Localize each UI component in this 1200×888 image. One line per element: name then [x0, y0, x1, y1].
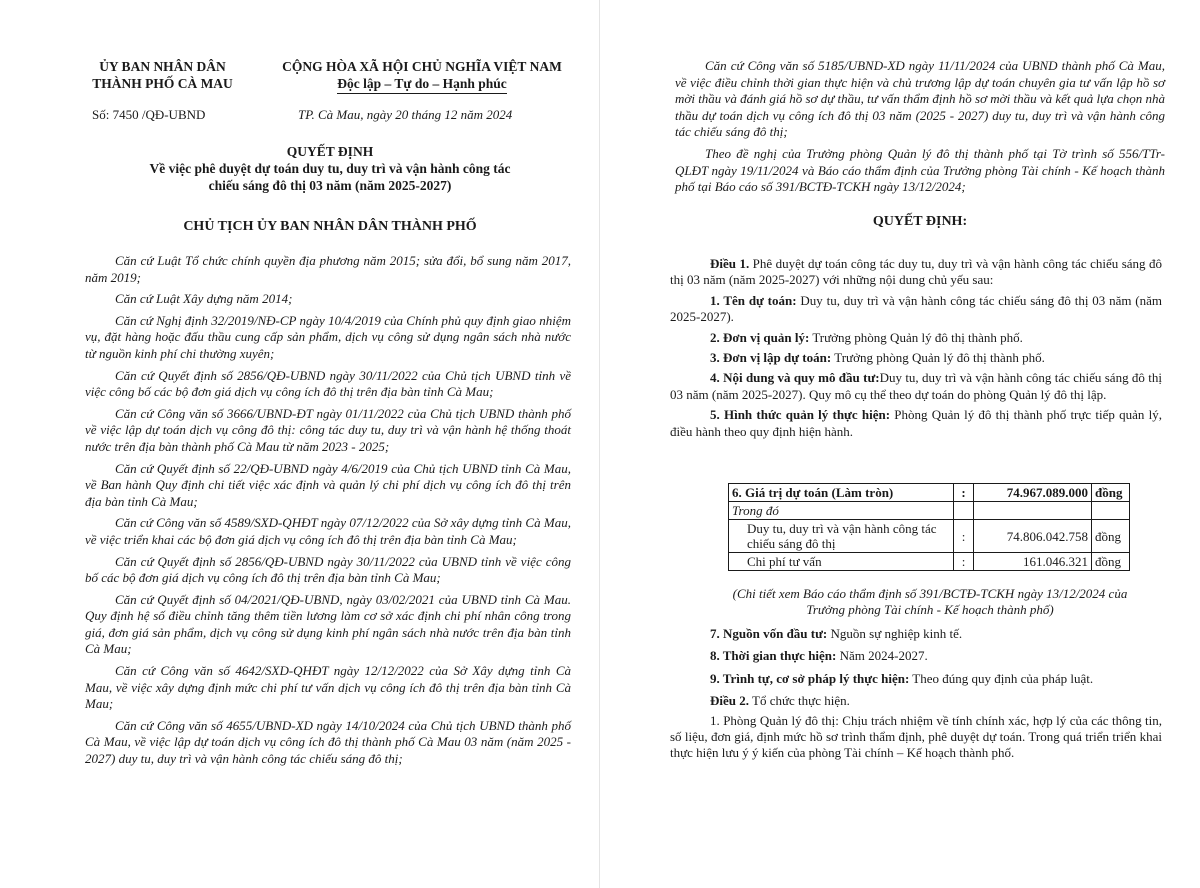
item-label: 2. Đơn vị quản lý:: [710, 329, 810, 345]
article-text: Tổ chức thực hiện.: [749, 693, 850, 709]
article-item: [670, 407, 1162, 440]
cost-header-label: 6. Giá trị dự toán (Làm tròn): [729, 484, 954, 502]
republic-line1: CỘNG HÒA XÃ HỘI CHỦ NGHĨA VIỆT NAM: [282, 59, 562, 74]
cost-row-value: 74.806.042.758: [974, 520, 1092, 553]
item-text: Theo đúng quy định của pháp luật.: [909, 670, 1094, 686]
basis-paragraph: Căn cứ Công văn số 5185/UBND-XD ngày 11/11/2024 của UBND thành phố Cà Mau, về việc điều chỉnh thời gian thực hiện và chủ trương lập dự toán chuyên gia tư vấn lập hồ sơ mời thầu và đánh giá hồ sơ dự thầu, tư vấn thẩm định hồ sơ mời thầu và kết quả lựa chọn nhà thầu dự toán dịch vụ công ích đô thị 03 năm (2025 - 2027) duy tu, duy trì và vận hành công tác chiếu sáng đô thị;: [675, 58, 1165, 140]
agency-line1: ỦY BAN NHÂN DÂN: [99, 59, 226, 74]
article-item: [670, 330, 1162, 346]
cost-unit: đồng: [1092, 484, 1130, 502]
cost-subheader: Trong đó: [729, 502, 954, 520]
basis-paragraph: Căn cứ Công văn số 4589/SXD-QHĐT ngày 07/12/2022 của Sở xây dựng tỉnh Cà Mau, về việc triển khai các bộ đơn giá dịch vụ công ích đô thị trên địa bàn tỉnh Cà Mau;: [85, 515, 571, 547]
agency-header: [80, 58, 245, 92]
basis-paragraph: Căn cứ Công văn số 4655/UBND-XD ngày 14/10/2024 của Chủ tịch UBND thành phố Cà Mau, về việc lập dự toán dịch vụ công ích đô thị thành phố Cà Mau 03 năm (năm 2025 - 2027) duy tu, duy trì và vận hành công tác chiếu sáng đô thị;: [85, 717, 571, 767]
cost-note: (Chi tiết xem Báo cáo thẩm định số 391/BCTĐ-TCKH ngày 13/12/2024 của Trưởng phòng Tài chính - Kế hoạch thành phố): [732, 586, 1128, 618]
article-item: [670, 671, 1162, 687]
decision-title-sub1: Về việc phê duyệt dự toán duy tu, duy trì và vận hành công tác: [149, 161, 511, 176]
issuer-heading: CHỦ TỊCH ỦY BAN NHÂN DÂN THÀNH PHỐ: [183, 219, 477, 234]
decision-title: [100, 143, 560, 194]
item-text: Trưởng phòng Quản lý đô thị thành phố.: [809, 329, 1023, 345]
document-date: TP. Cà Mau, ngày 20 tháng 12 năm 2024: [298, 107, 513, 122]
item-text: Năm 2024-2027.: [836, 648, 928, 664]
republic-header: [262, 58, 582, 94]
republic-motto: Độc lập – Tự do – Hạnh phúc: [337, 75, 507, 94]
article-item: [670, 626, 1162, 642]
article-1: [670, 256, 1162, 444]
cost-table: [728, 483, 1130, 571]
article-label: Điều 2.: [710, 693, 749, 709]
item-label: 3. Đơn vị lập dự toán:: [710, 350, 832, 366]
basis-paragraph: Căn cứ Công văn số 3666/UBND-ĐT ngày 01/11/2022 của Chủ tịch UBND thành phố về việc lập dự toán dịch vụ công đô thị: công tác duy tu, duy trì và vận hành hệ thống thoát nước trên địa bàn thành phố Cà Mau từ năm 2023 - 2025;: [85, 405, 571, 454]
cost-row-unit: đồng: [1092, 553, 1130, 571]
article-2-item: 1. Phòng Quản lý đô thị: Chịu trách nhiệm về tính chính xác, hợp lý của các thông tin, số liệu, đơn giá, định mức hồ sơ trình thẩm định, phê duyệt dự toán. Trong quá triển triển khai thực hiện lưu ý ý kiến của phòng Tài chính – Kế hoạch thành phố.: [670, 712, 1162, 761]
item-text: Phòng Quản lý đô thị thành phố trực tiếp quản lý, điều hành theo quy định hiện hành.: [670, 407, 1162, 439]
article-item: [670, 293, 1162, 326]
article-1-rest-and-article-2: [670, 626, 1162, 768]
table-row: [729, 502, 1130, 520]
cost-total-value: 74.967.089.000: [974, 484, 1092, 502]
item-text: Duy tu, duy trì và vận hành công tác chiếu sáng đô thị 03 năm (năm 2025-2027). Quy mô cụ thể theo dự toán do phòng Quản lý đô thị lập.: [670, 370, 1162, 402]
basis-paragraph: Theo đề nghị của Trưởng phòng Quản lý đô thị thành phố tại Tờ trình số 556/TTr-QLĐT ngày 19/11/2024 và Báo cáo thẩm định của Trưởng phòng Tài chính - Kế hoạch thành phố tại Báo cáo số 391/BCTĐ-TCKH ngày 13/12/2024;: [675, 145, 1165, 195]
decision-heading: QUYẾT ĐỊNH:: [872, 214, 968, 229]
basis-paragraph: Căn cứ Luật Xây dựng năm 2014;: [115, 291, 293, 307]
basis-paragraph: Căn cứ Quyết định số 04/2021/QĐ-UBND, ngày 03/02/2021 của UBND tỉnh Cà Mau. Quy định hệ số điều chỉnh tăng thêm tiền lương làm cơ sở xác định chi phí nhân công trong giá, đơn giá sản phẩm, dịch vụ công sử dụng kinh phí ngân sách nhà nước trên địa bàn tỉnh Cà Mau;: [85, 591, 571, 657]
legal-bases-left: [85, 253, 571, 773]
cost-row-label: Chi phí tư vấn: [729, 553, 954, 571]
legal-bases-right: [675, 58, 1165, 201]
cost-colon: :: [954, 520, 974, 553]
item-label: 9. Trình tự, cơ sở pháp lý thực hiện:: [710, 670, 910, 686]
cost-row-value: 161.046.321: [974, 553, 1092, 571]
basis-paragraph: Căn cứ Luật Tổ chức chính quyền địa phương năm 2015; sửa đổi, bổ sung năm 2017, năm 2019;: [85, 253, 571, 285]
agency-line2: THÀNH PHỐ CÀ MAU: [92, 76, 233, 91]
article-1-intro: [670, 256, 1162, 289]
article-label: Điều 1.: [710, 256, 750, 271]
item-label: 8. Thời gian thực hiện:: [710, 648, 837, 664]
basis-paragraph: Căn cứ Quyết định số 2856/QĐ-UBND ngày 30/11/2022 của UBND tỉnh về việc công bố các bộ đơn giá dịch vụ công ích đô thị trên địa bàn tỉnh Cà Mau;: [85, 553, 571, 586]
decision-title-main: QUYẾT ĐỊNH: [286, 144, 374, 159]
item-label: 7. Nguồn vốn đầu tư:: [710, 626, 828, 641]
article-item: [670, 370, 1162, 403]
item-text: Nguồn sự nghiệp kinh tế.: [827, 626, 963, 641]
basis-paragraph: Căn cứ Nghị định 32/2019/NĐ-CP ngày 10/4/2019 của Chính phủ quy định giao nhiệm vụ, đặt hàng hoặc đấu thầu cung cấp sản phẩm, dịch vụ công sử dụng ngân sách nhà nước từ nguồn kinh phí chi thường xuyên;: [85, 312, 571, 361]
article-2-intro: [670, 693, 1162, 709]
item-label: 5. Hình thức quản lý thực hiện:: [710, 407, 891, 423]
table-row: [729, 484, 1130, 502]
item-text: Trưởng phòng Quản lý đô thị thành phố.: [831, 350, 1045, 366]
article-item: [670, 350, 1162, 366]
right-page: [600, 0, 1200, 888]
document-number: Số: 7450 /QĐ-UBND: [92, 107, 206, 122]
cost-colon: :: [954, 553, 974, 571]
item-label: 4. Nội dung và quy mô đầu tư:: [710, 370, 880, 386]
table-row: [729, 553, 1130, 571]
basis-paragraph: Căn cứ Quyết định số 22/QĐ-UBND ngày 4/6/2019 của Chủ tịch UBND tỉnh Cà Mau, về Ban hành Quy định chi tiết việc xác định và quản lý chi phí dịch vụ công ích đô thị trên địa bàn tỉnh Cà Mau;: [85, 460, 571, 509]
item-text: Duy tu, duy trì và vận hành công tác chiếu sáng đô thị 03 năm (năm 2025-2027).: [670, 292, 1162, 325]
article-item: [670, 648, 1162, 664]
cost-row-label: Duy tu, duy trì và vận hành công tác chiếu sáng đô thị: [729, 520, 954, 553]
table-row: [729, 520, 1130, 553]
decision-title-sub2: chiếu sáng đô thị 03 năm (năm 2025-2027): [208, 178, 452, 193]
cost-colon: :: [954, 484, 974, 502]
cost-row-unit: đồng: [1092, 520, 1130, 553]
basis-paragraph: Căn cứ Công văn số 4642/SXD-QHĐT ngày 12/12/2022 của Sở Xây dựng tỉnh Cà Mau, về việc xây dựng định mức chi phí tư vấn dịch vụ công ích đô thị trên địa bàn tỉnh Cà Mau;: [85, 663, 571, 712]
article-text: Phê duyệt dự toán công tác duy tu, duy trì và vận hành công tác chiếu sáng đô thị 03 năm (năm 2025-2027) với những nội dung chủ yếu sau:: [670, 256, 1163, 288]
basis-paragraph: Căn cứ Quyết định số 2856/QĐ-UBND ngày 30/11/2022 của Chủ tịch UBND tỉnh về việc công bố các bộ đơn giá dịch vụ công ích đô thị trên địa bàn tỉnh Cà Mau;: [85, 367, 571, 400]
item-label: 1. Tên dự toán:: [710, 292, 797, 308]
